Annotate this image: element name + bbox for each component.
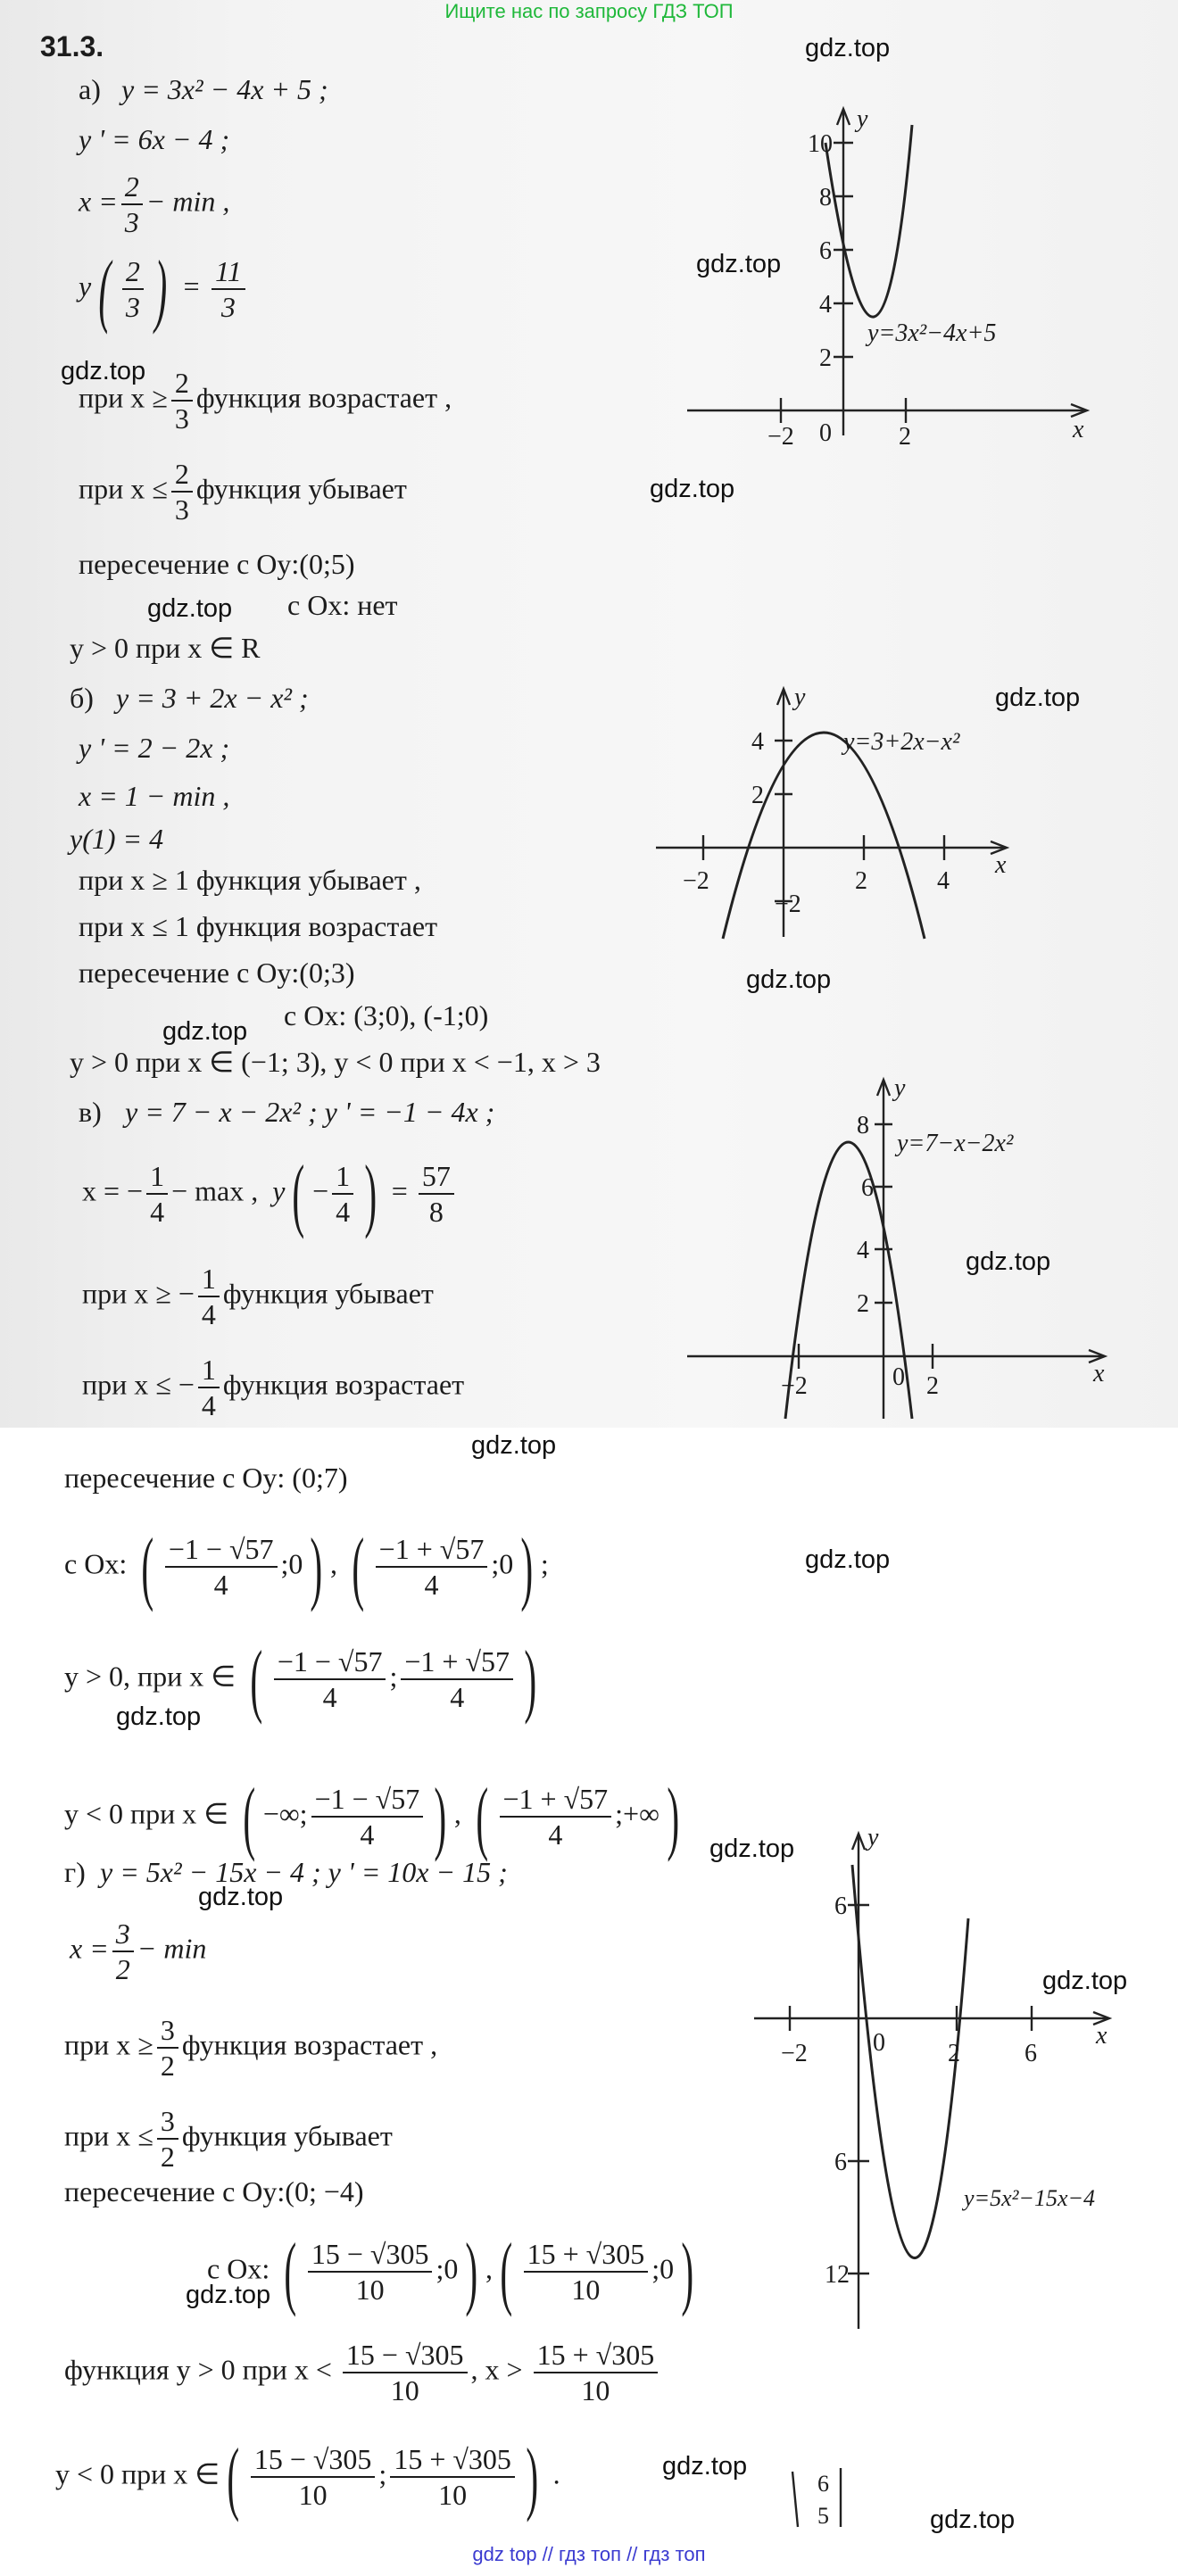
part-b-oy: пересечение с Oy:(0;3) bbox=[79, 957, 355, 989]
watermark: gdz.top bbox=[198, 1883, 284, 1911]
part-b-max-value: y(1) = 4 bbox=[70, 823, 164, 855]
part-a-sign: y > 0 при x ∈ R bbox=[70, 632, 261, 664]
watermark: gdz.top bbox=[696, 250, 782, 278]
part-b-increasing: при x ≤ 1 функция возрастает bbox=[79, 910, 438, 942]
graph-b-xlabel-4: 4 bbox=[937, 867, 950, 895]
part-a-min-value: y( $\frac{2}{3}$ ) = $\frac{11}{3}$ bbox=[79, 248, 249, 330]
watermark: gdz.top bbox=[162, 1017, 248, 1046]
footer-links[interactable]: gdz top // гдз топ // гдз топ bbox=[472, 2543, 706, 2565]
partial-graph-label-5: 5 bbox=[817, 2503, 829, 2529]
graph-g-ylabel-12: 12 bbox=[825, 2261, 850, 2289]
graph-a-y-name: y bbox=[857, 105, 868, 133]
part-v-label: в) bbox=[79, 1096, 102, 1128]
graph-a-ylabel-8: 8 bbox=[819, 184, 832, 211]
graph-g-xlabel-6: 6 bbox=[1025, 2040, 1037, 2067]
graph-v-xlabel-neg2: −2 bbox=[781, 1372, 808, 1400]
graph-g-ylabel-6-bottom: 6 bbox=[834, 2149, 847, 2176]
watermark: gdz.top bbox=[995, 683, 1081, 712]
part-g-label: г) bbox=[64, 1856, 86, 1888]
graph-v-ylabel-2: 2 bbox=[857, 1290, 869, 1318]
graph-g-y-name: y bbox=[867, 1824, 879, 1851]
graph-g-xlabel-2: 2 bbox=[948, 2040, 960, 2067]
watermark: gdz.top bbox=[709, 1835, 795, 1863]
graph-a-ylabel-2: 2 bbox=[819, 344, 832, 372]
watermark: gdz.top bbox=[650, 475, 735, 503]
watermark: gdz.top bbox=[186, 2281, 271, 2309]
graph-b-ylabel-4: 4 bbox=[751, 728, 764, 756]
watermark: gdz.top bbox=[966, 1247, 1051, 1276]
graph-v-ylabel-8: 8 bbox=[857, 1112, 869, 1139]
graph-g-xlabel-neg2: −2 bbox=[781, 2040, 808, 2067]
part-b-function: y = 3 + 2x − x² ; bbox=[116, 682, 309, 714]
part-g-decreasing: при x ≤ $\frac{3}{2}$ функция убывает bbox=[64, 2105, 393, 2173]
part-b-decreasing: при x ≥ 1 функция убывает , bbox=[79, 864, 421, 896]
graph-v-ylabel-6: 6 bbox=[861, 1174, 874, 1202]
part-v-critical: x = − $\frac{1}{4}$ − max , y( − $\frac{1}{4}$ ) = $\frac{57}{8}$ bbox=[82, 1153, 458, 1235]
part-v-function: y = 7 − x − 2x² ; y ' = −1 − 4x ; bbox=[125, 1096, 495, 1128]
graph-g-function-label: y=5x²−15x−4 bbox=[964, 2185, 1096, 2211]
part-v-positive: y > 0, при x ∈ ( $\frac{-1 - √57}{4}$ ; $\frac{-1 + √57}{4}$ ) bbox=[64, 1634, 537, 1725]
graph-b-parabola bbox=[723, 733, 925, 939]
watermark: gdz.top bbox=[116, 1702, 202, 1731]
partial-graph bbox=[785, 2463, 857, 2534]
graph-v-origin: 0 bbox=[892, 1363, 905, 1391]
part-b-ox: с Ox: (3;0), (-1;0) bbox=[284, 999, 489, 1031]
graph-b-xlabel-2: 2 bbox=[855, 867, 867, 895]
part-g-critical: x = $\frac{3}{2}$ − min bbox=[70, 1918, 207, 1985]
graph-b bbox=[651, 678, 1026, 946]
graph-v-ylabel-4: 4 bbox=[857, 1237, 869, 1264]
watermark: gdz.top bbox=[1042, 1967, 1128, 1995]
graph-b-xlabel-neg2: −2 bbox=[683, 867, 709, 895]
part-v-oy: пересечение с Oy: (0;7) bbox=[64, 1462, 348, 1494]
graph-v-x-name: x bbox=[1093, 1360, 1105, 1387]
graph-b-ylabel-2: 2 bbox=[751, 782, 764, 809]
graph-a-xlabel-2: 2 bbox=[899, 423, 911, 451]
part-g-ox: с Ox: ( $\frac{15 - √305}{10}$ ;0) ,( $\frac{15 + √305}{10}$ ;0) bbox=[207, 2226, 694, 2317]
graph-g-ylabel-6-top: 6 bbox=[834, 1893, 847, 1920]
partial-graph-curve bbox=[792, 2472, 798, 2527]
part-b-sign: y > 0 при x ∈ (−1; 3), y < 0 при x < −1, x > 3 bbox=[70, 1046, 601, 1078]
part-a-derivative: y ' = 6x − 4 ; bbox=[79, 123, 230, 155]
part-v-ox: с Ox: ( $\frac{-1 - √57}{4}$ ;0) , ( $\frac{-1 + √57}{4}$ ;0) ; bbox=[64, 1521, 549, 1612]
part-b-derivative: y ' = 2 − 2x ; bbox=[79, 732, 230, 764]
part-g-oy: пересечение с Oy:(0; −4) bbox=[64, 2175, 364, 2207]
graph-b-function-label: y=3+2x−x² bbox=[843, 728, 960, 756]
part-g-negative: y < 0 при x ∈( $\frac{15 - √305}{10}$ ; $\frac{15 + √305}{10}$ ) . bbox=[55, 2431, 560, 2522]
watermark: gdz.top bbox=[930, 2506, 1016, 2534]
graph-a-function-label: y=3x²−4x+5 bbox=[867, 319, 997, 347]
part-a-decreasing: при x ≤ $\frac{2}{3}$ функция убывает bbox=[79, 458, 407, 526]
graph-b-y-name: y bbox=[794, 683, 806, 711]
part-g-increasing: при x ≥ $\frac{3}{2}$ функция возрастает , bbox=[64, 2014, 438, 2082]
watermark: gdz.top bbox=[147, 594, 233, 623]
graph-a-xlabel-neg2: −2 bbox=[767, 423, 794, 451]
part-b-critical: x = 1 − min , bbox=[79, 780, 230, 812]
graph-a-x-name: x bbox=[1073, 416, 1084, 443]
graph-g bbox=[750, 1820, 1142, 2338]
part-a-increasing: при x ≥ $\frac{2}{3}$ функция возрастает , bbox=[79, 367, 452, 435]
graph-v-y-name: y bbox=[894, 1074, 906, 1102]
part-v-increasing: при x ≤ − $\frac{1}{4}$ функция возрастает bbox=[82, 1354, 465, 1421]
part-v-decreasing: при x ≥ − $\frac{1}{4}$ функция убывает bbox=[82, 1263, 434, 1330]
graph-a-ylabel-10: 10 bbox=[808, 130, 833, 158]
part-v-negative: y < 0 при x ∈ ( −∞; $\frac{-1 - √57}{4}$ ) , ( $\frac{-1 + √57}{4}$ ;+∞) bbox=[64, 1771, 680, 1862]
part-a-ox: с Ox: нет bbox=[287, 589, 398, 621]
watermark: gdz.top bbox=[805, 1545, 891, 1574]
graph-b-x-name: x bbox=[995, 851, 1007, 879]
part-a-oy: пересечение с Oy:(0;5) bbox=[79, 548, 355, 580]
part-a-label: а) bbox=[79, 73, 101, 105]
graph-a-origin: 0 bbox=[819, 419, 832, 447]
part-g-function: y = 5x² − 15x − 4 ; y ' = 10x − 15 ; bbox=[100, 1856, 508, 1888]
watermark: gdz.top bbox=[662, 2452, 748, 2481]
partial-graph-label-6: 6 bbox=[817, 2471, 829, 2497]
part-a-function: y = 3x² − 4x + 5 ; bbox=[121, 73, 328, 105]
graph-a-parabola bbox=[825, 125, 912, 317]
watermark: gdz.top bbox=[471, 1431, 557, 1460]
graph-a-ylabel-4: 4 bbox=[819, 291, 832, 319]
watermark: gdz.top bbox=[746, 965, 832, 994]
graph-v-function-label: y=7−x−2x² bbox=[897, 1130, 1014, 1157]
part-g-positive: функция y > 0 при x < $\frac{15 - √305}{10}$ , x > $\frac{15 + √305}{10}$ bbox=[64, 2338, 661, 2407]
graph-g-origin: 0 bbox=[873, 2029, 885, 2057]
problem-number: 31.3. bbox=[40, 30, 104, 62]
watermark: gdz.top bbox=[805, 34, 891, 62]
top-banner[interactable]: Ищите нас по запросу ГДЗ ТОП bbox=[444, 0, 734, 22]
part-a-critical: x = $\frac{2}{3}$ − min , bbox=[79, 170, 230, 238]
part-b-label: б) bbox=[70, 682, 94, 714]
graph-g-x-name: x bbox=[1096, 2022, 1107, 2050]
graph-a-ylabel-6: 6 bbox=[819, 237, 832, 265]
watermark: gdz.top bbox=[61, 357, 146, 385]
graph-v bbox=[678, 1062, 1124, 1419]
graph-v-xlabel-2: 2 bbox=[926, 1372, 939, 1400]
graph-b-ylabel-neg2: −2 bbox=[775, 890, 801, 918]
